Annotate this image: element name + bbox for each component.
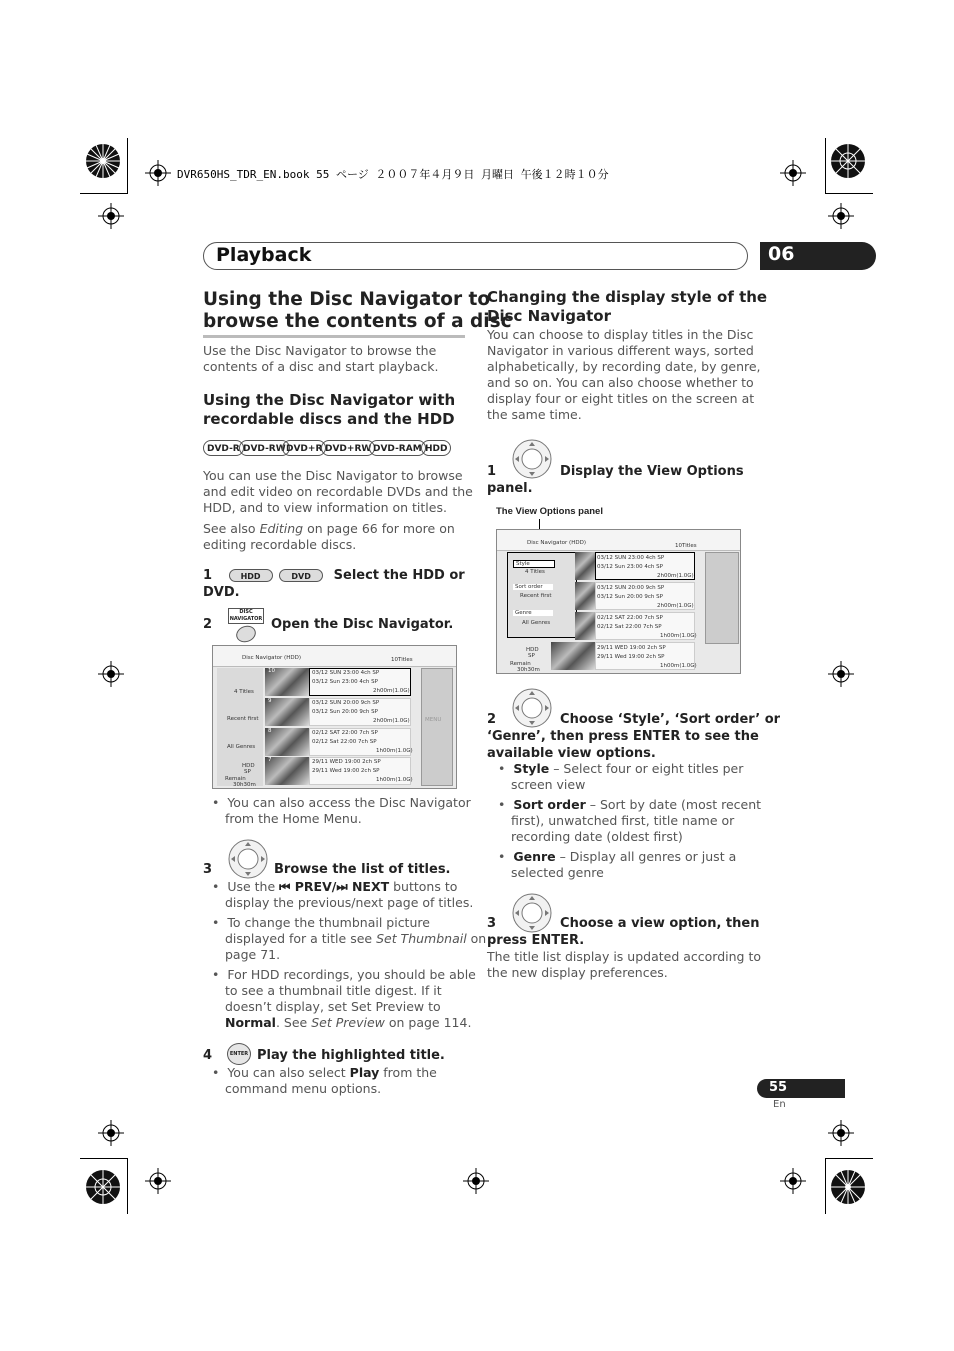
menu-panel xyxy=(421,668,453,786)
panel-caption: The View Options panel xyxy=(496,506,603,517)
bullet-style: • Style – Select four or eight titles per screen view xyxy=(498,761,744,792)
bullet-sort-order: • Sort order – Sort by date (most recent first), unwatched first, title name or recording date (oldest first) xyxy=(498,797,762,844)
row-line-c: 2h00m(1.0G) xyxy=(657,603,694,609)
bullet-play: • You can also select Play from the command menu options. xyxy=(212,1065,437,1096)
right-step-3: 3 Choose a view option, then press ENTER. xyxy=(487,916,760,948)
step-4-text: Play the highlighted title. xyxy=(257,1048,445,1063)
thumbnail xyxy=(575,582,595,610)
row-line-a: 29/11 WED 19:00 2ch SP xyxy=(597,645,666,651)
row-line-b: 03/12 Sun 23:00 4ch SP xyxy=(312,679,378,685)
right-step-1: 1 Display the View Options panel. xyxy=(487,464,744,496)
printer-wheel-mark xyxy=(85,1169,121,1205)
step-4-number: 4 xyxy=(203,1048,213,1063)
bullet-hdd-recordings: • For HDD recordings, you should be able to see a thumbnail title digest. If it doesn’t display, set Set Preview to Normal. See Set Preview on page 114. xyxy=(212,967,476,1030)
registration-mark xyxy=(828,661,854,687)
step-1: 1 HDD DVD Select the HDD or DVD. xyxy=(203,568,465,600)
row-line-a: 29/11 WED 19:00 2ch SP xyxy=(312,759,381,765)
disc-navigator-screen xyxy=(212,645,457,789)
bullet-prev-next: • Use the ⏮ PREV/⏭ NEXT buttons to display the previous/next page of titles. xyxy=(212,879,474,910)
title-rule xyxy=(203,335,465,338)
crop-line xyxy=(825,193,873,194)
hdd-label: HDD xyxy=(242,763,255,769)
crop-line xyxy=(127,138,128,194)
registration-mark xyxy=(98,661,124,687)
row-line-c: 2h00m(1.0G) xyxy=(373,718,410,724)
enter-label: ENTER xyxy=(229,1051,249,1057)
registration-mark xyxy=(780,1168,806,1194)
language-label: En xyxy=(773,1099,786,1110)
thumbnail xyxy=(551,642,595,670)
right-section-title: Changing the display style of the Disc Navigator xyxy=(487,288,768,325)
crop-line xyxy=(80,1158,128,1159)
row-line-c: 1h00m(1.0G) xyxy=(376,777,413,783)
remain-time: 30h30m xyxy=(517,667,540,673)
remain-time: 30h30m xyxy=(233,782,256,788)
registration-mark xyxy=(145,160,171,186)
page-title: Using the Disc Navigator to browse the contents of a disc xyxy=(203,289,512,332)
disc-badge-dvd-plus-rw: DVD+RW xyxy=(321,440,375,456)
crop-line xyxy=(80,193,128,194)
enter-button-icon xyxy=(227,1043,251,1065)
thumbnail xyxy=(575,612,595,640)
sidebar-style: 4 Titles xyxy=(234,689,254,695)
body-paragraph: You can use the Disc Navigator to browse and edit video on recordable DVDs and the HDD, and to view information on titles. xyxy=(203,468,473,515)
disc-badge-hdd: HDD xyxy=(421,440,451,456)
registration-mark xyxy=(828,203,854,229)
sidebar-genre: All Genres xyxy=(227,744,256,750)
right-paragraph: You can choose to display titles in the Disc Navigator in various different ways, sorted alphabetically, by recording date, by genre, and so on. You can also choose whether to display four or eight titles on the screen at the same time. xyxy=(487,327,761,422)
remain-label: Remain xyxy=(510,661,531,667)
printer-wheel-mark xyxy=(85,143,121,179)
printer-wheel-mark xyxy=(830,143,866,179)
registration-mark xyxy=(780,160,806,186)
row-line-a: 02/12 SAT 22:00 7ch SP xyxy=(312,730,378,736)
subsection-title: Using the Disc Navigator with recordable discs and the HDD xyxy=(203,391,456,428)
registration-mark xyxy=(463,1168,489,1194)
chapter-number: 06 xyxy=(760,242,876,270)
page-number: 55 xyxy=(757,1079,845,1098)
final-paragraph: The title list display is updated according to the new display preferences. xyxy=(487,949,761,980)
remain-label: Remain xyxy=(225,776,246,782)
step-3-text: Browse the list of titles. xyxy=(274,862,451,877)
right-step-2: 2 Choose ‘Style’, ‘Sort order’ or ‘Genre’, then press ENTER to see the available view options. xyxy=(487,712,781,761)
bullet-home-menu: • You can also access the Disc Navigator from the Home Menu. xyxy=(212,795,471,826)
hdd-label: HDD xyxy=(526,647,539,653)
row-number: 8 xyxy=(268,728,272,734)
disc-badge-dvd-plus-r: DVD+R xyxy=(282,440,326,456)
row-line-a: 03/12 SUN 23:00 4ch SP xyxy=(312,670,380,676)
row-line-b: 02/12 Sat 22:00 7ch SP xyxy=(597,624,662,630)
screen-title: Disc Navigator (HDD) xyxy=(527,540,586,546)
row-line-c: 2h00m(1.0G) xyxy=(657,573,694,579)
thumbnail xyxy=(575,552,595,580)
file-info: DVR650HS_TDR_EN.book 55 ページ ２００７年４月９日 月曜日 午後１２時１０分 xyxy=(177,168,609,181)
row-line-b: 03/12 Sun 20:00 9ch SP xyxy=(312,709,378,715)
registration-mark xyxy=(98,1120,124,1146)
sp-label: SP xyxy=(528,653,535,659)
sidebar-sort: Recent first xyxy=(227,716,259,722)
row-line-b: 02/12 Sat 22:00 7ch SP xyxy=(312,739,377,745)
view-options-screen xyxy=(496,529,741,674)
screen-title: Disc Navigator (HDD) xyxy=(242,655,301,661)
sp-label: SP xyxy=(244,769,251,775)
row-line-b: 29/11 Wed 19:00 2ch SP xyxy=(312,768,380,774)
screen-sidebar xyxy=(217,668,263,786)
row-line-b: 03/12 Sun 23:00 4ch SP xyxy=(597,564,663,570)
disc-badge-dvd-ram: DVD-RAM xyxy=(369,440,426,456)
option-sort: Sort order xyxy=(513,584,553,590)
disc-badge-dvd-rw: DVD-RW xyxy=(239,440,290,456)
section-banner xyxy=(203,242,748,270)
row-line-a: 03/12 SUN 23:00 4ch SP xyxy=(597,555,665,561)
printer-wheel-mark xyxy=(830,1169,866,1205)
dvd-button-icon: DVD xyxy=(279,569,323,582)
row-line-c: 1h00m(1.0G) xyxy=(376,748,413,754)
step-2-text: Open the Disc Navigator. xyxy=(271,617,454,632)
crop-line xyxy=(127,1158,128,1214)
option-genre-value: All Genres xyxy=(522,620,551,626)
hdd-button-icon: HDD xyxy=(229,569,273,582)
row-line-c: 1h00m(1.0G) xyxy=(660,633,697,639)
disc-badge-dvd-r: DVD-R xyxy=(203,440,244,456)
row-line-c: 2h00m(1.0G) xyxy=(373,688,410,694)
option-sort-value: Recent first xyxy=(520,593,552,599)
intro-text: Use the Disc Navigator to browse the contents of a disc and start playback. xyxy=(203,343,439,374)
row-line-c: 1h00m(1.0G) xyxy=(660,663,697,669)
row-number: 7 xyxy=(268,757,272,763)
option-genre: Genre xyxy=(513,610,553,616)
row-line-b: 03/12 Sun 20:00 9ch SP xyxy=(597,594,663,600)
disc-navigator-button-icon: DISC NAVIGATOR xyxy=(228,608,264,636)
registration-mark xyxy=(98,203,124,229)
title-count: 10Titles xyxy=(391,657,413,663)
option-style-value: 4 Titles xyxy=(525,569,545,575)
step-2: 2 xyxy=(203,617,213,632)
menu-label: MENU xyxy=(425,717,442,723)
step-3-number: 3 xyxy=(203,862,213,877)
crop-line xyxy=(825,1158,826,1214)
bullet-genre: • Genre – Display all genres or just a selected genre xyxy=(498,849,737,880)
row-number: 10 xyxy=(268,668,275,674)
title-count: 10Titles xyxy=(675,543,697,549)
row-line-a: 03/12 SUN 20:00 9ch SP xyxy=(597,585,665,591)
bullet-thumbnail: • To change the thumbnail picture displayed for a title see Set Thumbnail on page 71. xyxy=(212,915,487,962)
crop-line xyxy=(825,138,826,194)
section-title: Playback xyxy=(216,244,312,266)
row-line-a: 03/12 SUN 20:00 9ch SP xyxy=(312,700,380,706)
arrow-pad-icon xyxy=(227,838,269,880)
row-line-b: 29/11 Wed 19:00 2ch SP xyxy=(597,654,665,660)
crop-line xyxy=(825,1158,873,1159)
see-also-paragraph: See also Editing on page 66 for more on editing recordable discs. xyxy=(203,521,455,552)
registration-mark xyxy=(828,1120,854,1146)
row-line-a: 02/12 SAT 22:00 7ch SP xyxy=(597,615,663,621)
registration-mark xyxy=(145,1168,171,1194)
option-style: Style xyxy=(513,560,555,568)
menu-panel xyxy=(705,552,739,644)
row-number: 9 xyxy=(268,698,272,704)
